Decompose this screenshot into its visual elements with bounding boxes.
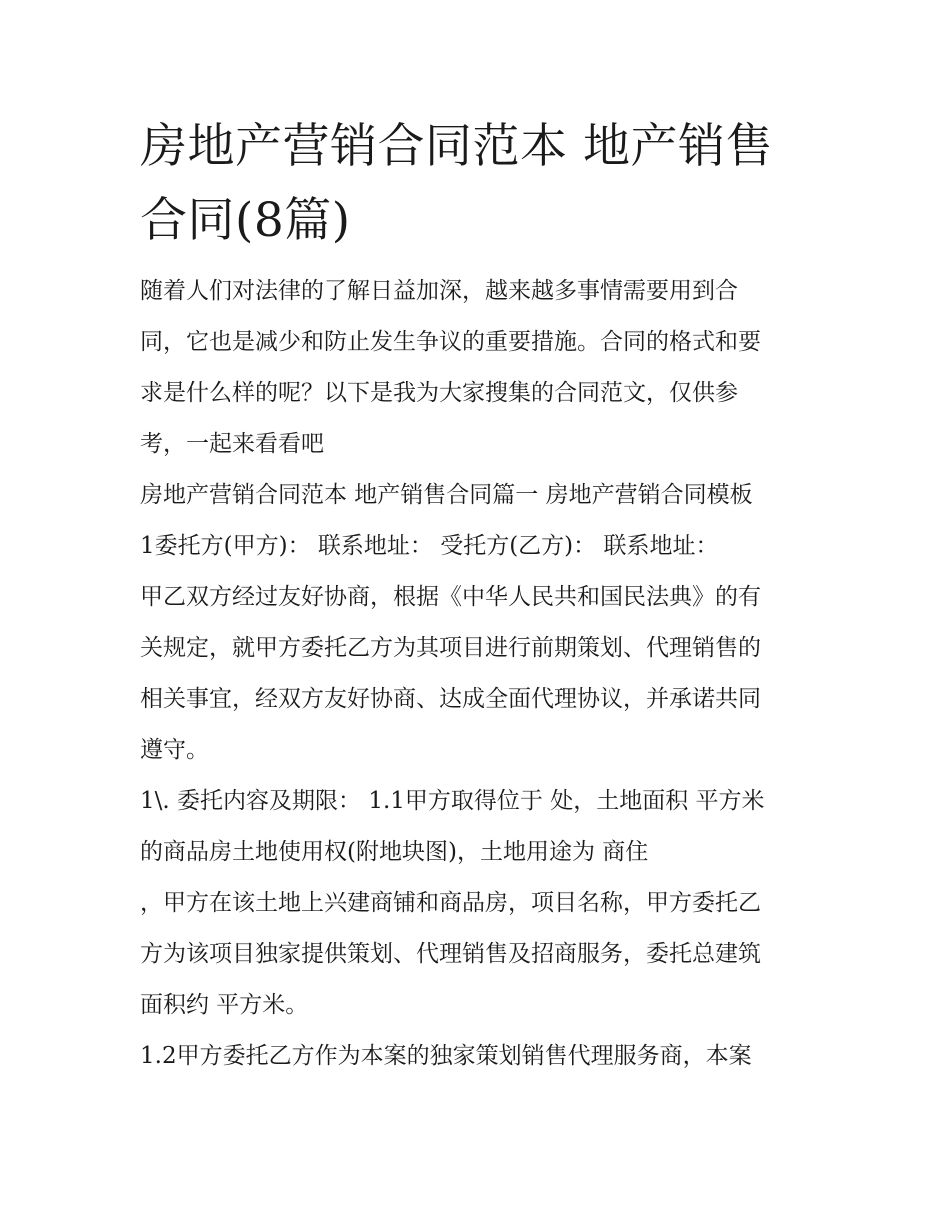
text-line: 方为该项目独家提供策划、代理销售及招商服务，委托总建筑 (140, 941, 761, 967)
text-line: 关规定，就甲方委托乙方为其项目进行前期策划、代理销售的 (140, 635, 761, 661)
text-line: 的商品房土地使用权(附地块图)，土地用途为 商住 (140, 839, 649, 865)
text-line: 面积约 平方米。 (140, 992, 309, 1018)
section-heading (140, 470, 820, 521)
text-line: 甲乙双方经过友好协商，根据《中华人民共和国民法典》的有 (140, 584, 761, 610)
text-line: 考，一起来看看吧 (140, 431, 324, 457)
text-line: 遵守。 (140, 737, 209, 763)
text-line: ，甲方在该土地上兴建商铺和商品房，项目名称，甲方委托乙 (140, 890, 761, 916)
text-line: 1\. 委托内容及期限： 1.1甲方取得位于 处，土地面积 平方米 (140, 788, 765, 814)
text-line: 随着人们对法律的了解日益加深，越来越多事情需要用到合 (140, 278, 738, 304)
text-line: 同，它也是减少和防止发生争议的重要措施。合同的格式和要 (140, 329, 761, 355)
title-line: 房地产营销合同范本 地产销售 (140, 119, 773, 174)
document-page (140, 110, 820, 1082)
text-line: 房地产营销合同范本 地产销售合同篇一 房地产营销合同模板 (140, 482, 753, 508)
title-line: 合同(8篇) (140, 193, 351, 248)
intro-paragraph (140, 266, 820, 470)
clause-1-2-paragraph (140, 1031, 820, 1082)
text-line: 求是什么样的呢？以下是我为大家搜集的合同范文，仅供参 (140, 380, 738, 406)
text-line: 1.2甲方委托乙方作为本案的独家策划销售代理服务商，本案 (140, 1043, 752, 1069)
text-line: 1委托方(甲方)： 联系地址： 受托方(乙方)： 联系地址： (140, 533, 719, 559)
text-line: 相关事宜，经双方友好协商、达成全面代理协议，并承诺共同 (140, 686, 761, 712)
parties-paragraph (140, 521, 820, 572)
agreement-paragraph (140, 572, 820, 776)
document-title (140, 110, 820, 258)
clause-1-1-paragraph (140, 776, 820, 1031)
